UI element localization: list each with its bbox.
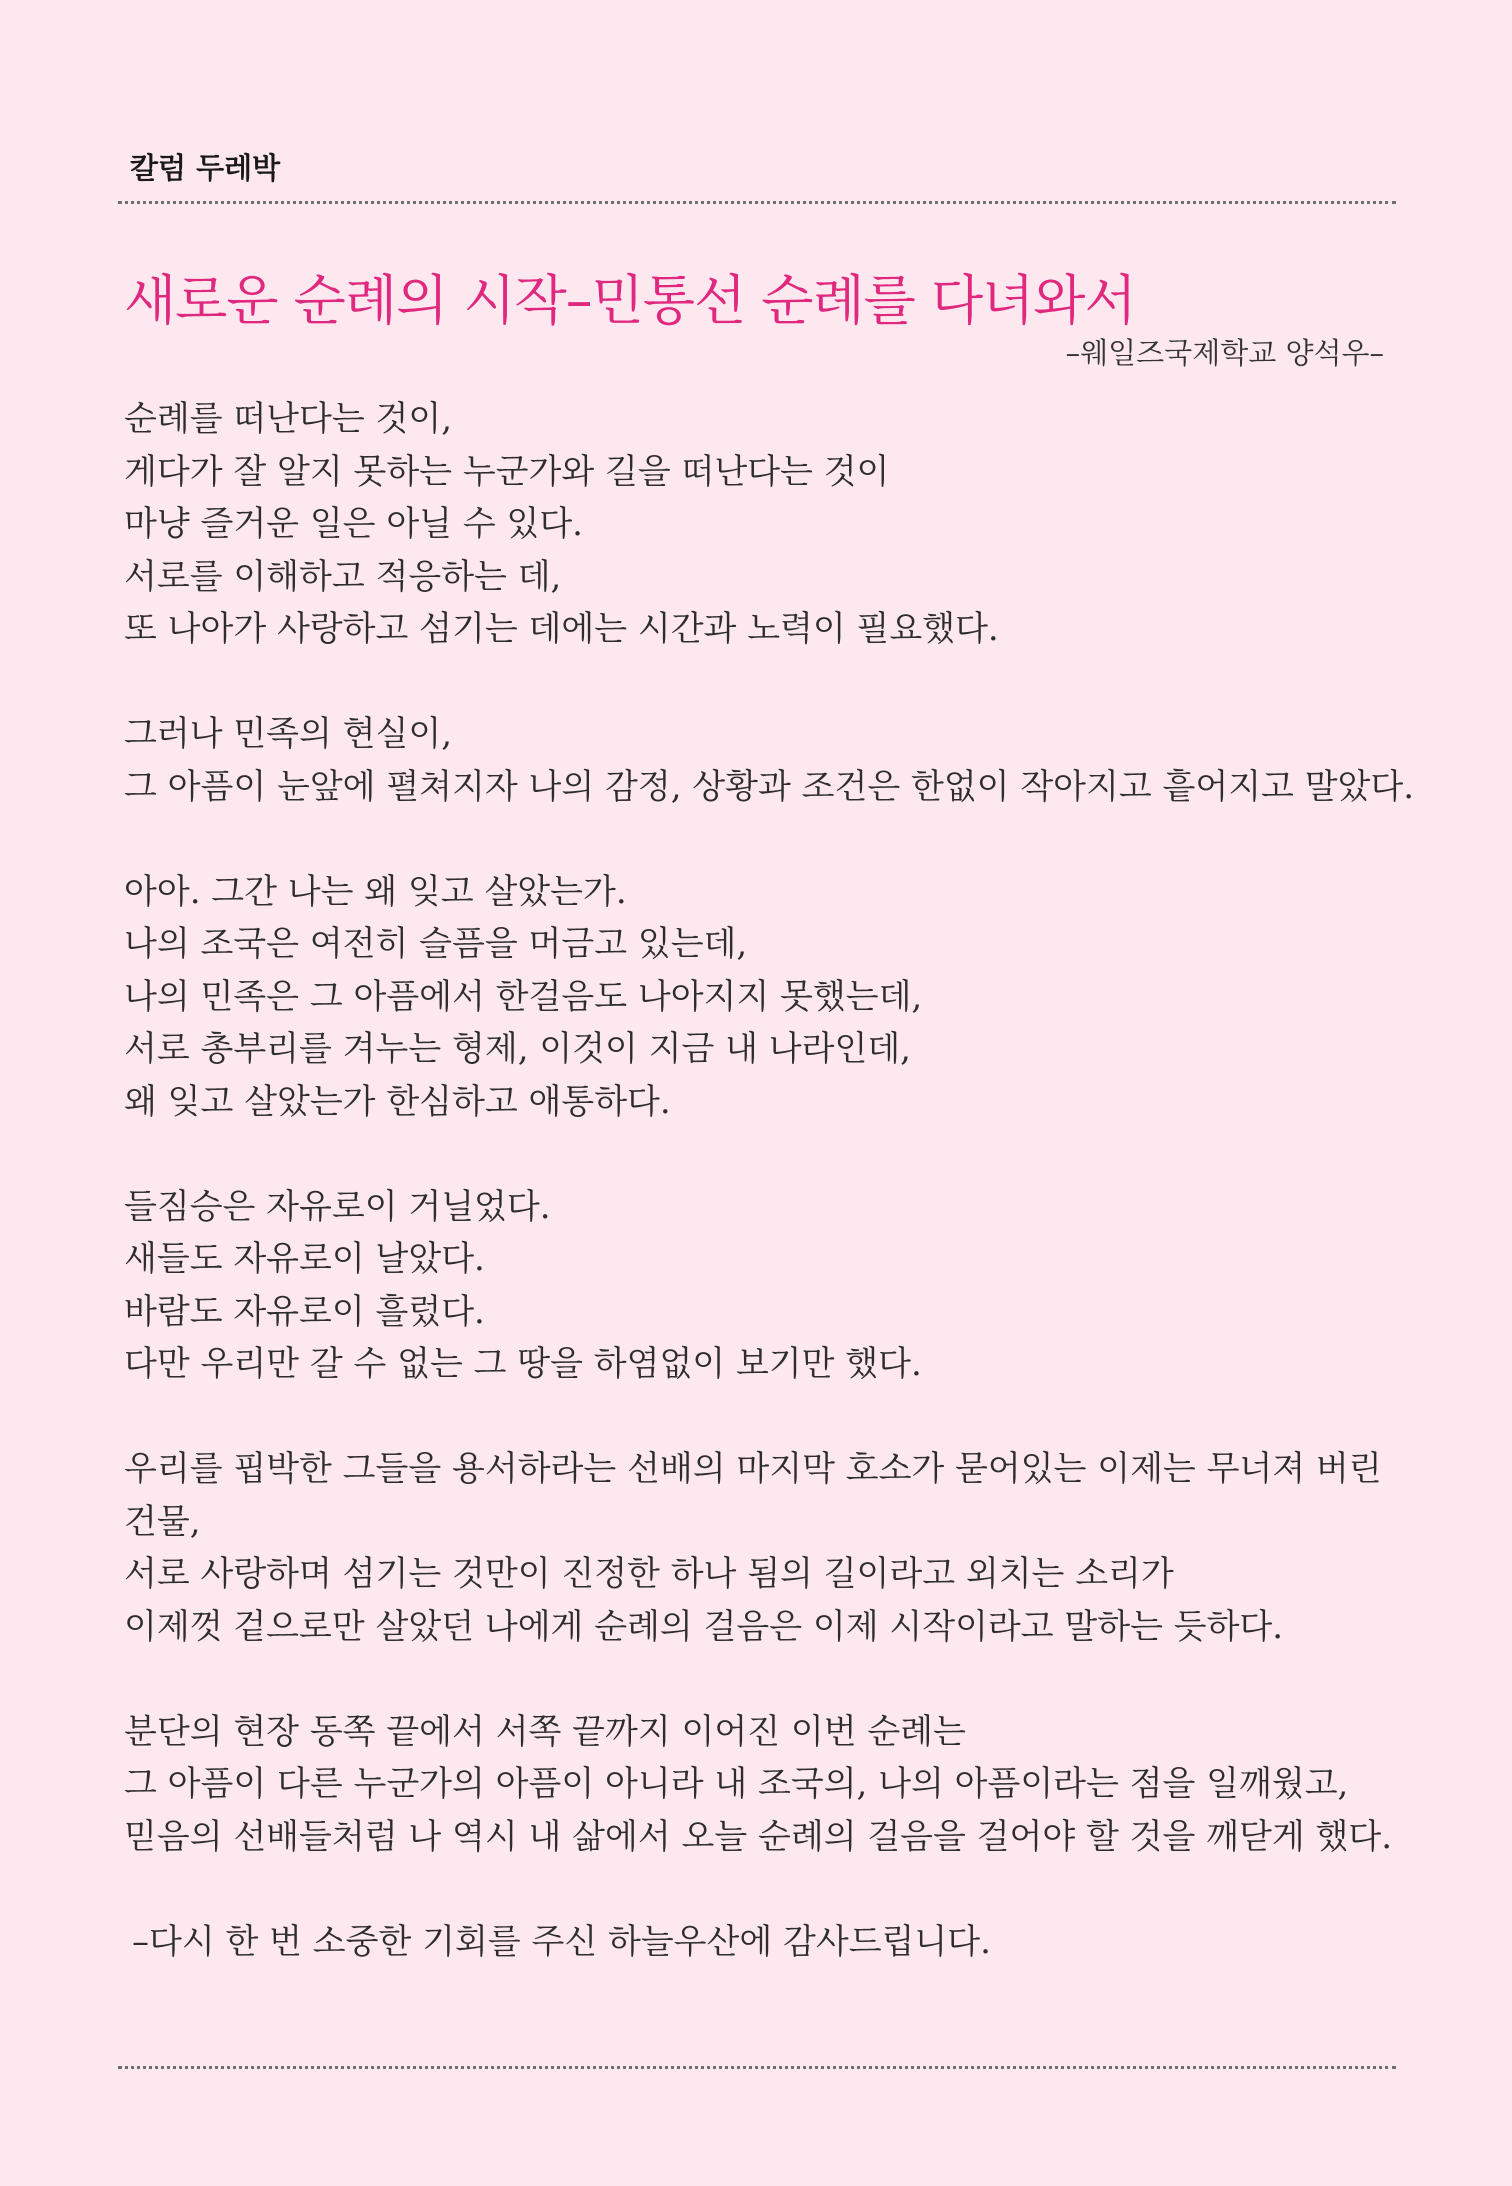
bottom-dotted-divider <box>118 2066 1396 2069</box>
stanza-5 <box>124 1443 1394 1653</box>
stanza-line: 새들도 자유로이 날았다. <box>124 1239 485 1279</box>
stanza-line: 들짐승은 자유로이 거닐었다. <box>124 1186 551 1227</box>
article-title: 새로운 순례의 시작–민통선 순례를 다녀와서 <box>124 269 1136 332</box>
stanza-3 <box>124 866 1394 1129</box>
stanza-1 <box>124 393 1394 656</box>
stanza-line: 왜 잊고 살았는가 한심하고 애통하다. <box>124 1081 671 1122</box>
stanza-line: 이제껏 겉으로만 살았던 나에게 순례의 걸음은 이제 시작이라고 말하는 듯하다. <box>124 1606 1284 1647</box>
stanza-line: 나의 조국은 여전히 슬픔을 머금고 있는데, <box>124 924 748 964</box>
stanza-line: 게다가 잘 알지 못하는 누군가와 길을 떠난다는 것이 <box>124 451 890 492</box>
stanza-6 <box>124 1706 1394 1864</box>
stanza-line: 우리를 핍박한 그들을 용서하라는 선배의 마지막 호소가 묻어있는 이제는 무너져 버린 <box>124 1449 1382 1489</box>
stanza-line: 분단의 현장 동쪽 끝에서 서쪽 끝까지 이어진 이번 순례는 <box>124 1711 966 1752</box>
author-byline: –웨일즈국제학교 양석우– <box>1065 336 1384 370</box>
article-body <box>124 393 1415 1968</box>
stanza-line: 마냥 즐거운 일은 아닐 수 있다. <box>124 504 583 544</box>
stanza-line: 건물, <box>124 1501 201 1542</box>
stanza-line: 믿음의 선배들처럼 나 역시 내 삶에서 오늘 순례의 걸음을 걸어야 할 것을 깨닫게 했다. <box>124 1816 1392 1857</box>
stanza-line: 그 아픔이 다른 누군가의 아픔이 아니라 내 조국의, 나의 아픔이라는 점을 일깨웠고, <box>124 1764 1349 1804</box>
closing-note: –다시 한 번 소중한 기회를 주신 하늘우산에 감사드립니다. <box>132 1921 991 1962</box>
stanza-line: 서로를 이해하고 적응하는 데, <box>124 556 562 597</box>
stanza-line: 그러나 민족의 현실이, <box>124 714 453 754</box>
stanza-line: 또 나아가 사랑하고 섬기는 데에는 시간과 노력이 필요했다. <box>124 609 999 649</box>
stanza-2 <box>124 708 1415 813</box>
stanza-line: 서로 사랑하며 섬기는 것만이 진정한 하나 됨의 길이라고 외치는 소리가 <box>124 1554 1174 1594</box>
stanza-line: 나의 민족은 그 아픔에서 한걸음도 나아지지 못했는데, <box>124 976 923 1017</box>
section-label: 칼럼 두레박 <box>130 151 281 185</box>
stanza-line: 그 아픔이 눈앞에 펼쳐지자 나의 감정, 상황과 조건은 한없이 작아지고 흩어지고 말았다. <box>124 766 1415 807</box>
stanza-line: 다만 우리만 갈 수 없는 그 땅을 하염없이 보기만 했다. <box>124 1344 922 1384</box>
stanza-line: 바람도 자유로이 흘렀다. <box>124 1291 485 1332</box>
stanza-line: 순례를 떠난다는 것이, <box>124 399 453 439</box>
stanza-4 <box>124 1181 1394 1391</box>
stanza-line: 서로 총부리를 겨누는 형제, 이것이 지금 내 나라인데, <box>124 1029 911 1069</box>
stanza-line: 아아. 그간 나는 왜 잊고 살았는가. <box>124 871 627 912</box>
top-dotted-divider <box>118 201 1396 204</box>
